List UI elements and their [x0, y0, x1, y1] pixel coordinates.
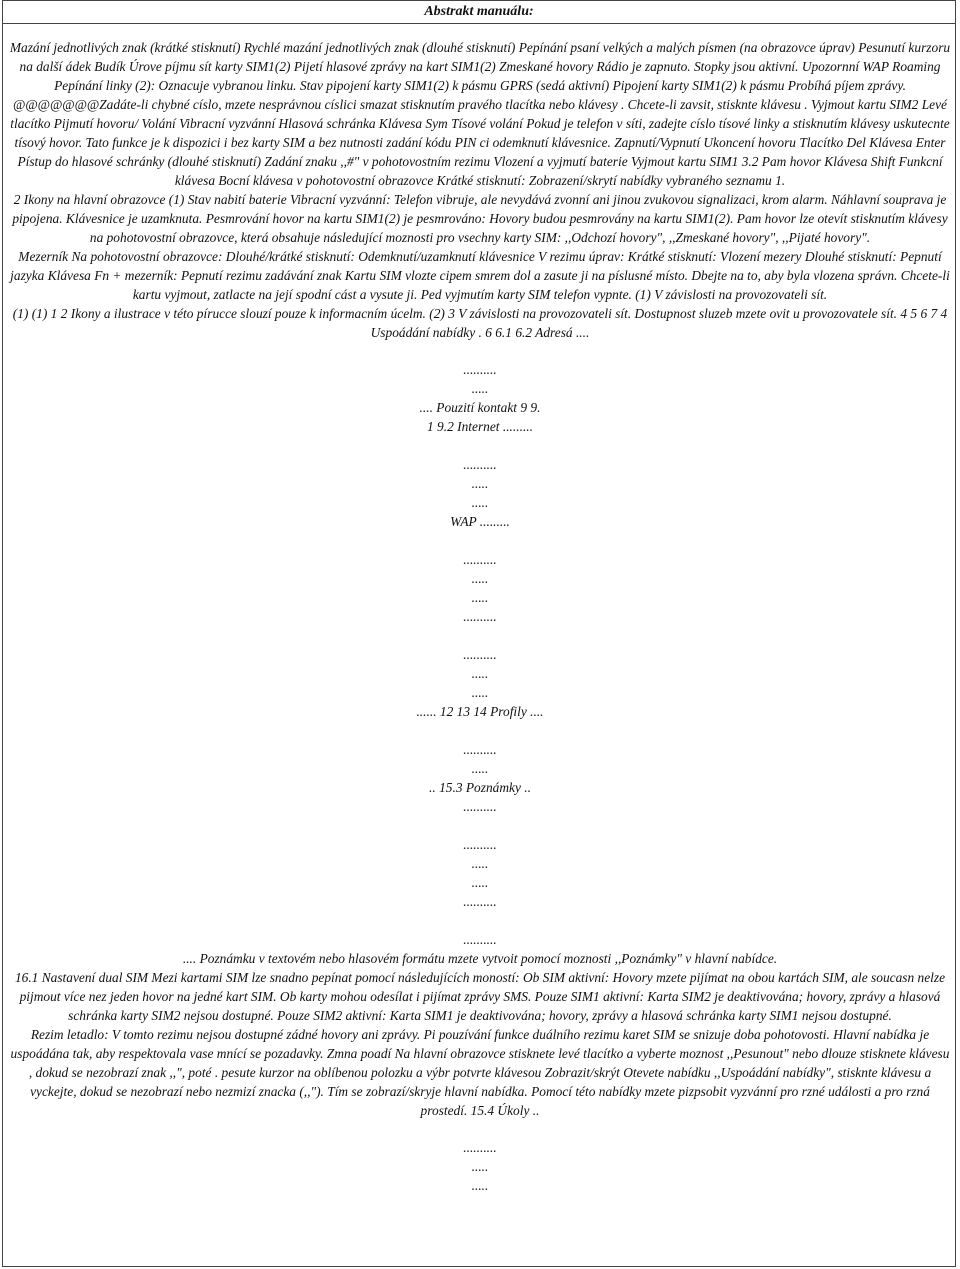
paragraph-legend: Mazání jednotlivých znak (krátké stisknutí) Rychlé mazání jednotlivých znak (dlouhé stisknutí) Pepínání psaní velkých a malých písmen (na obrazovce úprav) Pesunutí kurzoru na další ádek Budík Úrove píjmu sít karty SIM1(2) Pijetí hlasové zprávy na kart SIM1(2) Zmeskané hovory Rádio je zapnuto. Stopky jsou aktivní. Upozornní WAP Roaming Pepínání linky (2): Oznacuje vybranou linku. Stav pipojení karty SIM1(2) k pásmu GPRS (sedá aktivní) Pipojení karty SIM1(2) k pásmu Probíhá píjem zprávy. @@@@@@@Zadáte-li chybné císlo, mzete nesprávnou císlici smazat stisknutím pravého tlacítka nebo klávesy . Chcete-li zavsit, stisknte klávesu . Vyjmout kartu SIM2 Levé tlacítko Pijmutí hovoru/ Volání Vibracní vyzvánní Hlasová schránka Klávesa Sym Tísové volání Pokud je telefon v síti, zadejte císlo tísové linky a stisknutím klávesy uskutecnte tísový hovor. Tato funkce je k dispozici i bez karty SIM a bez nutnosti zadání kódu PIN ci odemknutí klávesnice. Zapnutí/Vypnutí Ukoncení hovoru Tlacítko Del Klávesa Enter Pístup do hlasové schránky (dlouhé stisknutí) Zadání znaku ,,#" v pohotovostním rezimu Vlození a vyjmutí baterie Vyjmout kartu SIM1 3.2 Pam hovor Klávesa Shift Funkcní klávesa Bocní klávesa v pohotovostní obrazovce Krátké stisknutí: Zobrazení/skrytí nabídky vybraného seznamu 1.	[9, 40, 951, 188]
toc-line: ..........	[463, 362, 497, 377]
toc-line: ..........	[463, 742, 497, 757]
toc-line: .....	[471, 495, 489, 510]
toc-line: .....	[471, 1159, 489, 1174]
table-of-contents	[8, 360, 952, 949]
toc-line: ..........	[463, 837, 497, 852]
toc-line: .....	[471, 476, 489, 491]
toc-line: .....	[471, 875, 489, 890]
toc-line: .....	[471, 590, 489, 605]
toc-line: .....	[471, 685, 489, 700]
toc-line: ..........	[463, 647, 497, 662]
document-body	[8, 38, 952, 1195]
spacer	[8, 342, 952, 360]
toc-line: ..........	[463, 609, 497, 624]
toc-line: ..........	[463, 932, 497, 947]
toc-line: WAP .........	[450, 514, 510, 529]
paragraph-notes: (1) (1) 1 2 Ikony a ilustrace v této pírucce slouzí pouze k informacním úcelm. (2) 3 V závislosti na provozovateli sít. Dostupnost sluzeb mzete ovit u provozovatele sít. 4 5 6 7 4 Uspoádání nabídky . 6 6.1 6.2 Adresá ....	[12, 306, 948, 340]
toc-spacer	[8, 911, 952, 930]
toc-spacer	[8, 626, 952, 645]
toc-line: ..........	[463, 799, 497, 814]
toc-line: ..........	[463, 552, 497, 567]
toc-line: ..........	[463, 1140, 497, 1155]
paragraph-poznamky: .... Poznámku v textovém nebo hlasovém formátu mzete vytvoit pomocí moznosti ,,Poznámky" v hlavní nabídce.	[182, 951, 778, 966]
paragraph-icons: 2 Ikony na hlavní obrazovce (1) Stav nabití baterie Vibracní vyzvánní: Telefon vibruje, ale nevydává zvonní ani jinou zvukovou signalizaci, krom alarm. Náhlavní souprava je pipojena. Klávesnice je uzamknuta. Pesmrování hovor na kartu SIM1(2) je pesmrováno: Hovory budou pesmrovány na kartu SIM1(2). Pam hovor lze otevít stisknutím klávesy na pohotovostní obrazovce, která obsahuje následující moznosti pro vsechny karty SIM: ,,Odchozí hovory", ,,Zmeskané hovory", ,,Pijaté hovory".	[12, 192, 948, 245]
toc-spacer	[8, 531, 952, 550]
paragraph-dual-sim: 16.1 Nastavení dual SIM Mezi kartami SIM lze snadno pepínat pomocí následujících moností: Ob SIM aktivní: Hovory mzete pijímat na obou kartách SIM, ale soucasn nelze pijmout více nez jeden hovor na jedné kart SIM. Ob karty mohou odesílat i pijímat zprávy SMS. Pouze SIM1 aktivní: Karta SIM2 je deaktivována; hovory, zprávy a hlasová schránka karty SIM2 nejsou dostupné. Pouze SIM2 aktivní: Karta SIM1 je deaktivována; hovory, zprávy a hlasová schránka karty SIM1 nejsou dostupné.	[14, 970, 946, 1023]
paragraph-airplane: Rezim letadlo: V tomto rezimu nejsou dostupné zádné hovory ani zprávy. Pi pouzívání funkce duálního rezimu karet SIM se snizuje doba pohotovosti. Hlavní nabídka je uspoádána tak, aby respektovala vase mnící se pozadavky. Zmna poadí Na hlavní obrazovce stisknete levé tlacítko a vyberte moznost ,,Pesunout" nebo dlouze stisknete klávesu , dokud se nezobrazí znak ,,", poté . pesute kurzor na oblíbenou polozku a výbr potvrte klávesou Zobrazit/skrýt Otevete nabídku ,,Uspoádání nabídky", stisknte klávesu a vyckejte, dokud se nezobrazí nebo nezmizí znacka (,,"). Tím se zobrazí/skryje hlavní nabídka. Pomocí této nabídky mzete pizpsobit vyzvánní pro rzné události a pro rzná prostedí. 15.4 Úkoly ..	[10, 1027, 950, 1118]
toc-spacer	[8, 721, 952, 740]
toc-line: .. 15.3 Poznámky ..	[429, 780, 531, 795]
toc-line: .....	[471, 761, 489, 776]
toc-line: .....	[471, 571, 489, 586]
toc-line: ..........	[463, 894, 497, 909]
spacer	[8, 1120, 952, 1138]
toc-line: .... Pouzití kontakt 9 9.	[419, 400, 541, 415]
toc-line: ...... 12 13 14 Profily ....	[416, 704, 544, 719]
toc-spacer	[8, 816, 952, 835]
toc-line: .....	[471, 856, 489, 871]
toc-line: ..........	[463, 457, 497, 472]
toc-line: .....	[471, 666, 489, 681]
toc-tail	[8, 1138, 952, 1195]
toc-line: .....	[471, 381, 489, 396]
paragraph-space-key: Mezerník Na pohotovostní obrazovce: Dlouhé/krátké stisknutí: Odemknutí/uzamknutí klávesnice V rezimu úprav: Krátké stisknutí: Vlození mezery Dlouhé stisknutí: Pepnutí jazyka Klávesa Fn + mezerník: Pepnutí rezimu zadávání znak Kartu SIM vlozte cipem smrem dol a zasute ji na píslusné místo. Dbejte na to, aby byla vlozena správn. Chcete-li kartu vyjmout, zatlacte na její spodní cást a vysute ji. Ped vyjmutím karty SIM telefon vypnte. (1) V závislosti na provozovateli sít.	[10, 249, 950, 302]
toc-line: .....	[471, 1178, 489, 1193]
toc-spacer	[8, 436, 952, 455]
page-title: Abstrakt manuálu:	[2, 0, 956, 24]
toc-line: 1 9.2 Internet .........	[427, 419, 533, 434]
